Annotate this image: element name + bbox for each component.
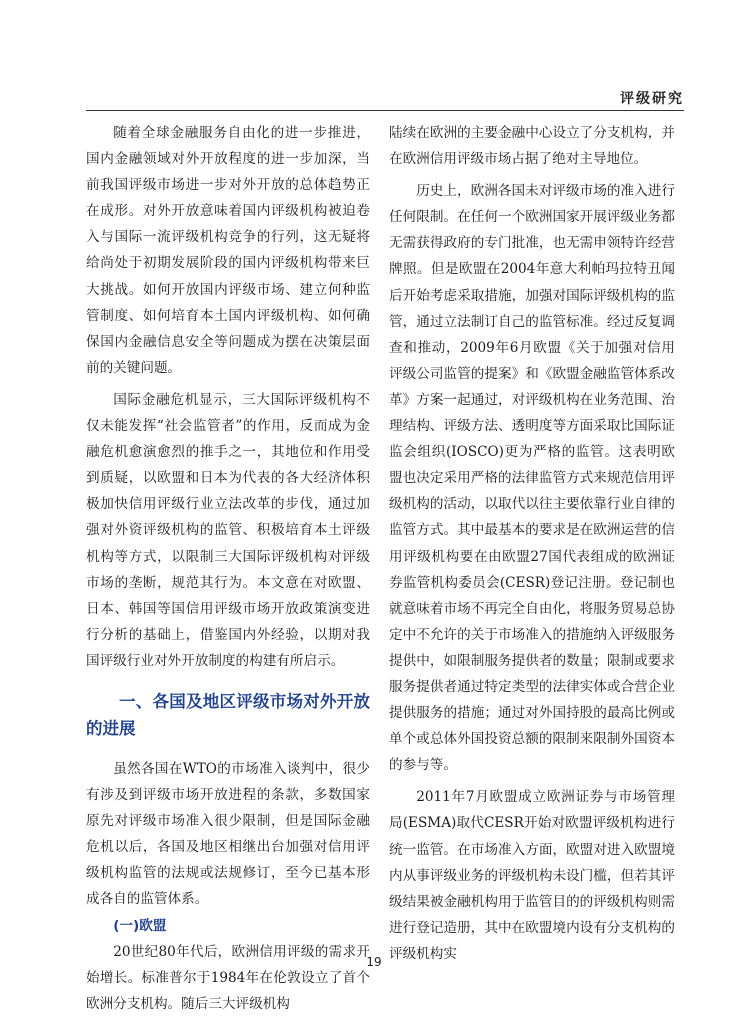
left-paragraph-eu-history: 20世纪80年代后，欧洲信用评级的需求开始增长。标准普尔于1984年在伦敦设立了首个欧洲分支机构。随后三大评级机构 xyxy=(86,943,370,1012)
left-paragraph-crisis: 国际金融危机显示，三大国际评级机构不仅未能发挥“社会监管者”的作用，反而成为金融危机愈演愈烈的推手之一，其地位和作用受到质疑，以欧盟和日本为代表的各大经济体积极加快信用评级行业立法改革的步伐，通过加强对外资评级机构的监管、积极培育本土评级机构等方式，以限制三大国际评级机构对评级市场的垄断，规范其行为。本文意在对欧盟、日本、韩国等国信用评级市场开放政策演变进行分析的基础上，借鉴国内外经验，以期对我国评级行业对外开放制度的构建有所启示。 xyxy=(86,391,370,669)
header-divider xyxy=(86,110,684,111)
page-number: 19 xyxy=(366,955,382,969)
left-column xyxy=(86,120,370,1017)
right-paragraph-esma: 2011年7月欧盟成立欧洲证券与市场管理局(ESMA)取代CESR开始对欧盟评级机构进行统一监管。在市场准入方面，欧盟对进入欧盟境内从事评级业务的评级机构未设门槛，但若其评级结果被金融机构用于监管目的的评级机构则需进行登记造册，其中在欧盟境内设有分支机构的评级机构实 xyxy=(389,789,675,962)
section-heading: 一、各国及地区评级市场对外开放的进展 xyxy=(86,691,370,738)
subsection-heading-eu: (一)欧盟 xyxy=(113,917,167,934)
journal-section-label: 评级研究 xyxy=(620,91,684,107)
left-paragraph-intro: 随着全球金融服务自由化的进一步推进，国内金融领域对外开放程度的进一步加深，当前我国评级市场进一步对外开放的总体趋势正在成形。对外开放意味着国内评级机构被迫卷入与国际一流评级机构竞争的行列，这无疑将给尚处于初期发展阶段的国内评级机构带来巨大挑战。如何开放国内评级市场、建立何种监管制度、如何培育本土国内评级机构、如何确保国内金融信息安全等问题成为摆在决策层面前的关键问题。 xyxy=(86,125,370,376)
left-paragraph-wto: 虽然各国在WTO的市场准入谈判中，很少有涉及到评级市场开放进程的条款，多数国家原先对评级市场准入很少限制，但是国际金融危机以后，各国及地区相继出台加强对信用评级机构监管的法规或法规修订，至今已基本形成各自的监管体系。 xyxy=(86,760,370,908)
right-paragraph-continuation: 陆续在欧洲的主要金融中心设立了分支机构，并在欧洲信用评级市场占据了绝对主导地位。 xyxy=(389,125,675,168)
right-column xyxy=(389,120,675,967)
right-paragraph-eu-regulation: 历史上，欧洲各国未对评级市场的准入进行任何限制。在任何一个欧洲国家开展评级业务都无需获得政府的专门批准，也无需申领特许经营牌照。但是欧盟在2004年意大利帕玛拉特丑闻后开始考虑采取措施，加强对国际评级机构的监管，通过立法制订自己的监管标准。经过反复调查和推动，2009年6月欧盟《关于加强对信用评级公司监管的提案》和《欧盟金融监管体系改革》方案一起通过，对评级机构在业务范围、治理结构、评级方法、透明度等方面采取比国际证监会组织(IOSCO)更为严格的监管。这表明欧盟也决定采用严格的法律监管方式来规范信用评级机构的活动，以取代以往主要依靠行业自律的监管方式。其中最基本的要求是在欧洲运营的信用评级机构要在由欧盟27国代表组成的欧洲证券监管机构委员会(CESR)登记注册。登记制也就意味着市场不再完全自由化，将服务贸易总协定中不允许的关于市场准入的措施纳入评级服务提供中，如限制服务提供者的数量；限制或要求服务提供者通过特定类型的法律实体或合营企业提供服务的措施；通过对外国持股的最高比例或单个或总体外国投资总额的限制来限制外国资本的参与等。 xyxy=(389,183,675,774)
